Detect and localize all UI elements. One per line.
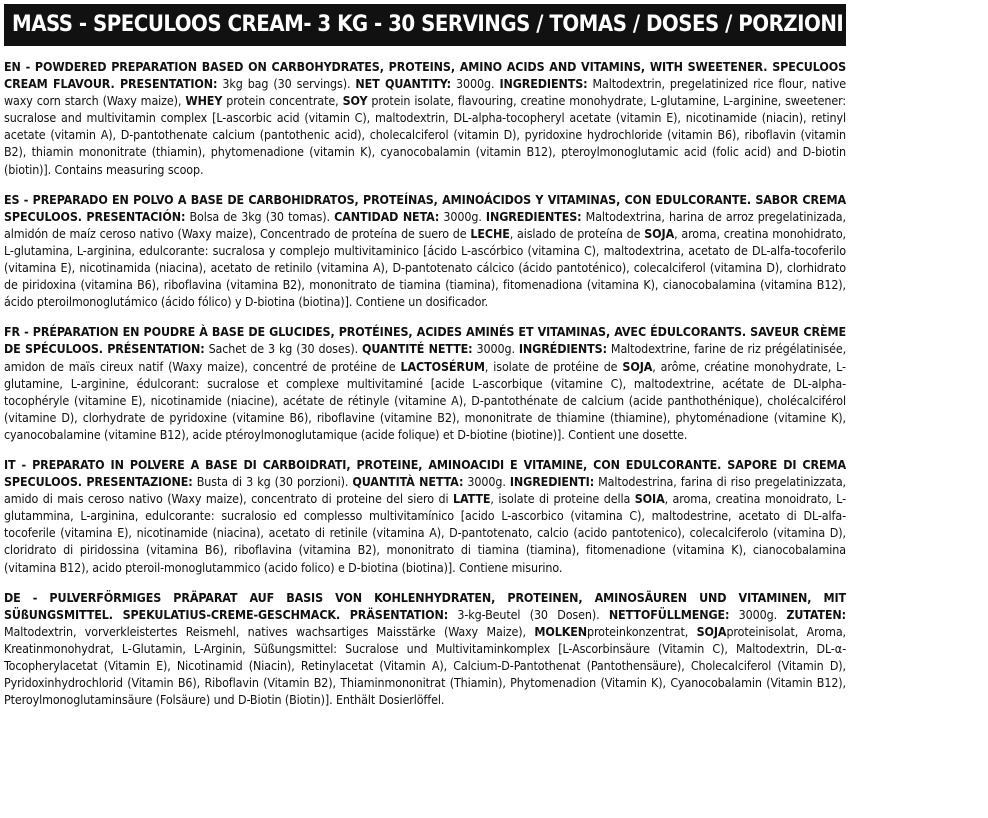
section-text: , aroma, creatina monoidrato, L-glutammina, L-arginina, edulcorante: sucralosio ed complesso multivitamínico [acido L-ascorbico (vitamina C), maltodestrine, acetato di DL-alfa-tocoferile (vitamina E), nicotinamide (niacina), acetato di retinile (vitamina A), D-pantotenato, calcio (acido pantotenico), colecalciferolo (vitamina D), cloridrato di piridossina (vitamina B6), riboflavina (vitamina B2), mononitrato di tiamina (tiamina), fitomenadione (vitamina K), cianocobalamina (vitamina B12), acido pteroil-monoglutammico (acido folico) e D-biotina (biotina)]. Contiene misurino.: [4, 491, 846, 575]
section-text: Sachet de 3 kg (30 doses).: [204, 341, 363, 357]
allergen: WHEY: [185, 93, 223, 109]
section-text: 3000g.: [472, 341, 519, 357]
lang-code: IT: [4, 456, 16, 472]
section-text: , isolate di proteine della: [490, 491, 635, 507]
net-quantity-label: NETTOFÜLLMENGE:: [608, 606, 730, 622]
section-text: , arôme, créatine monohydrate, L-glutamine, L-arginine, édulcorant: sucralose et complexe multivitaminé [acide L-ascorbique (vitamine C), maltodextrine, acétate de DL-alpha-tocophéryle (vitamine E), nicotinamide (niacine), acétate de rétinyle (vitamine A), D-pantothénate de calcium (acide panthothénique), cholécalciférol (vitamine D), clorhydrate de pyridoxine (vitamine B6), riboflavine (vitamine B2), mononitrate de thiamine (thiamine), phytoménadione (vitamine K), cyanocobalamine (vitamine B12), acide ptéroylmonoglutamique (acide folique) et D-biotine (biotine)]. Contient une dosette.: [4, 358, 846, 442]
section-en: [4, 58, 846, 178]
allergen: SOJA: [644, 225, 675, 241]
lang-code: DE: [4, 589, 21, 605]
lang-code: FR: [4, 324, 21, 340]
section-text: Maltodextrina, harina de arroz pregelatinizada, almidón de maíz ceroso nativo (Waxy maize), Concentrado de proteína de suero de: [4, 208, 846, 241]
allergen: LECHE: [470, 225, 510, 241]
section-text: Bolsa de 3kg (30 tomas).: [185, 208, 335, 224]
ingredients-label: ZUTATEN:: [786, 606, 846, 622]
allergen: LACTOSÉRUM: [400, 358, 485, 374]
net-quantity-label: QUANTITÉ NETTE:: [362, 341, 473, 357]
net-quantity-label: CANTIDAD NETA:: [334, 208, 440, 224]
ingredients-label: INGRÉDIENTS:: [518, 341, 607, 357]
section-es: [4, 191, 846, 311]
section-heading: - PREPARADO EN POLVO A BASE DE CARBOHIDRATOS, PROTEÍNAS, AMINOÁCIDOS Y VITAMINAS, CON EDULCORANTE. SABOR CREMA SPECULOOS. PRESENTACIÓN:: [4, 191, 846, 224]
section-text: proteinisolat, Aroma, Kreatinmonohydrat, L-Glutamin, L-Arginin, Süßungsmittel: Sucralose und Multivitaminkomplex [L-Ascorbinsäure (Vitamin C), Maltodextrin, DL-α-Tocopherylacetat (Vitamin E), Nicotinamid (Niacin), Retinylacetat (Vitamin A), Calcium-D-Pantothenat (Pantothensäure), Cholecalciferol (Vitamin D), Pyridoxinhydrochlorid (Vitamin B6), Riboflavin (Vitamin B2), Thiaminmononitrat (Thiamin), Phytomenadion (Vitamin K), Cyanocobalamin (Vitamin B12), Pteroylmonoglutaminsäure (Folsäure) und D-Biotin (Biotin)]. Enthält Dosierlöffel.: [4, 623, 846, 708]
net-quantity-label: QUANTITÀ NETTA:: [352, 474, 464, 490]
label-text: [4, 58, 846, 713]
section-text: protein isolate, flavouring, creatine monohydrate, L-glutamine, L-arginine, sweetener: sucralose and multivitamin complex [L-ascorbic acid (vitamin C), maltodextrin, DL-alpha-tocopheryl acetate (vitamin E), nicotinamide (niacin), retinyl acetate (vitamin A), D-pantothenate calcium (pantothenic acid), cholecalciferol (vitamin D), pyridoxine hydrochloride (vitamin B6), riboflavin (vitamin B2), thiamin mononitrate (thiamin), phytomenadione (vitamin K), cyanocobalamin (vitamin B12), pteroylmonoglutamic acid (folic acid) and D-biotin (biotin)]. Contains measuring scoop.: [4, 93, 846, 177]
section-text: 3-kg-Beutel (30 Dosen).: [448, 606, 609, 622]
net-quantity-label: NET QUANTITY:: [355, 76, 452, 92]
section-it: [4, 456, 846, 576]
section-text: Busta di 3 kg (30 porzioni).: [192, 474, 353, 490]
section-text: protein concentrate,: [222, 93, 343, 109]
allergen: SOY: [342, 93, 368, 109]
section-text: 3000g.: [451, 76, 500, 92]
page-title: MASS - SPECULOOS CREAM- 3 KG - 30 SERVINGS / TOMAS / DOSES / PORZIONI / PORTIONEN: [4, 4, 846, 46]
section-text: , isolate de protéine de: [484, 358, 623, 374]
ingredients-label: INGREDIENTI:: [509, 474, 595, 490]
allergen: LATTE: [452, 491, 491, 507]
section-text: , aislado de proteína de: [509, 225, 645, 241]
section-heading: - POWDERED PREPARATION BASED ON CARBOHYDRATES, PROTEINS, AMINO ACIDS AND VITAMINS, WITH SWEETENER. SPECULOOS CREAM FLAVOUR. PRESENTATION:: [4, 59, 846, 92]
allergen: MOLKEN: [534, 623, 587, 639]
section-heading: - PRÉPARATION EN POUDRE À BASE DE GLUCIDES, PROTÉINES, ACIDES AMINÉS ET VITAMINAS, AVEC ÉDULCORANTS. SAVEUR CRÈME DE SPÉCULOOS. PRÉSENTATION:: [4, 324, 846, 357]
ingredients-label: INGREDIENTES:: [485, 208, 582, 224]
section-text: 3000g.: [463, 474, 510, 490]
section-text: Maltodextrin, vorverkleistertes Reismehl, natives wachsartiges Maisstärke (Waxy Maize),: [4, 623, 535, 639]
allergen: SOIA: [634, 491, 665, 507]
lang-code: ES: [4, 191, 20, 207]
section-text: Maltodextrine, farine de riz prégélatinisée, amidon de maïs cireux natif (Waxy maize), concentré de protéine de: [4, 341, 847, 374]
section-text: proteinkonzentrat,: [587, 623, 697, 639]
section-de: [4, 589, 846, 713]
section-text: Maltodextrin, pregelatinized rice flour, native waxy corn starch (Waxy maize),: [4, 76, 846, 109]
section-heading: - PREPARATO IN POLVERE A BASE DI CARBOIDRATI, PROTEINE, AMINOACIDI E VITAMINE, CON EDULCORANTE. SAPORE DI CREMA SPECULOOS. PRESENTAZIONE:: [4, 456, 846, 490]
ingredients-label: INGREDIENTS:: [499, 76, 588, 92]
section-text: , aroma, creatina monohidrato, L-glutamina, L-arginina, edulcorante: sucralosa y complejo multivitaminico [ácido L-ascórbico (vitamina C), maltodextrina, acetato de DL-alfa-tocoferilo (vitamina E), nicotinamida (niacina), acetato de retinilo (vitamina A), D-pantotenato cálcico (ácido pantoténico), colecalciferol (vitamina D), clorhidrato de piridoxina (vitamina B6), riboflavina (vitamina B2), mononitrato de tiamina (tiamina), fitomenadiona (vitamina K), cianocobalamina (vitamina B12), ácido pteroilmonoglutámico (ácido fólico) y D-biotina (biotina)]. Contiene un dosificador.: [4, 225, 847, 310]
allergen: SOJA: [696, 623, 727, 639]
section-text: Maltodestrina, farina di riso pregelatinizzata, amido di mais ceroso nativo (Waxy maize), concentrato di proteine del siero di: [4, 474, 846, 507]
section-text: 3kg bag (30 servings).: [217, 76, 356, 92]
lang-code: EN: [4, 59, 21, 74]
section-text: 3000g.: [729, 606, 787, 622]
section-heading: - PULVERFÖRMIGES PRÄPARAT AUF BASIS VON KOHLENHYDRATEN, PROTEINEN, AMINOSÄUREN UND VITAMINEN, MIT SÜßUNGSMITTEL. SPEKULATIUS-CREME-GESCHMACK. PRÄSENTATION:: [4, 589, 846, 622]
section-text: 3000g.: [439, 208, 486, 224]
section-fr: [4, 323, 846, 443]
allergen: SOJA: [622, 358, 653, 374]
